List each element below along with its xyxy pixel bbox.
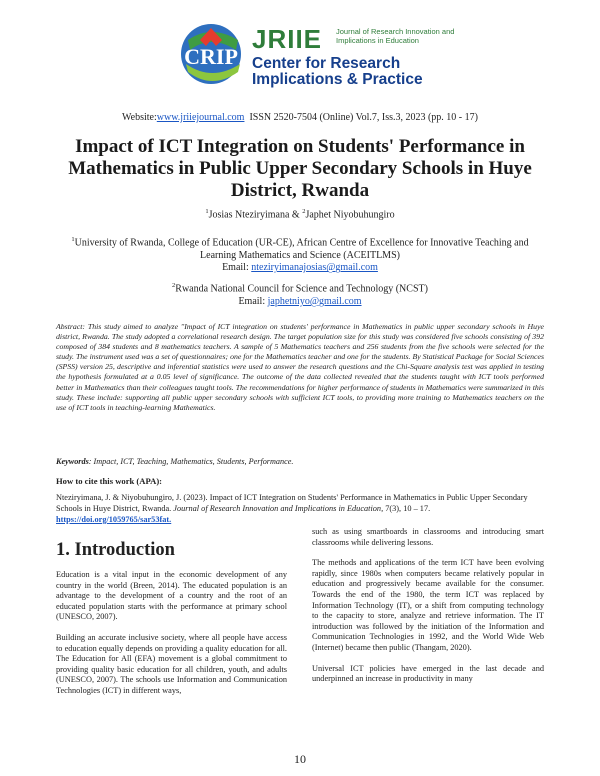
- keywords-text: : Impact, ICT, Teaching, Mathematics, Students, Performance.: [88, 457, 294, 466]
- author-2-number: 2: [302, 208, 306, 215]
- citation: [56, 492, 544, 525]
- affiliation-2-email-label: Email:: [238, 295, 268, 307]
- keywords-label: Keywords: [56, 457, 89, 466]
- paragraph: Building an accurate inclusive society, where all people have access to education equally depends on providing a quality education for all. The Education for All (EFA) movement is a global commitment to providing quality basic education for all children, youth, and adults (UNESCO, 2007). The schools use Information and Communication Technologies (ICT) in different ways,: [56, 632, 287, 695]
- abstract: Abstract: This study aimed to analyze ''Impact of ICT integration on students' performance in Mathematics in public upper secondary schools in Huye district, Rwanda. The study adopted a correlational research design. The target population size for this study was considered five schools consisting of 392 composed of 384 students and 8 mathematics teachers. A sample of 5 Mathematics teachers and 256 students from the five schools were selected for the study. The instrument used was a set of questionnaires; one for the Mathematics teacher and one for the students. By Statistical Package for Social Sciences (SPSS) version 25, descriptive and inferential statistics were used to answer the research questions and the Chi-Square analysis test was applied in testing the hypothesis formulated at a 0.05 level of significance. The outcome of the data collected revealed that the students taught with ICT tools performed better in Mathematics than their colleagues taught tools. The recommendations for higher performance of students in Mathematics were summarized in this study. These include: supporting all public upper secondary schools with sufficient ICT tools, to providing more training to Mathematics teachers on the use of ICT tools in teaching-learning Mathematics.: [56, 322, 544, 412]
- logo-text: CRIP: [184, 44, 238, 69]
- section-heading-introduction: 1. Introduction: [56, 540, 175, 560]
- author-1-name: Josias Nteziryimana &: [208, 209, 303, 221]
- issn-info: ISSN 2520-7504 (Online) Vol.7, Iss.3, 2023 (pp. 10 - 17): [249, 112, 478, 123]
- affiliation-2-number: 2: [172, 282, 176, 289]
- author-2-name: Japhet Niyobuhungiro: [305, 209, 395, 221]
- left-column: [56, 570, 287, 707]
- affiliation-1-email[interactable]: nteziryimanajosias@gmail.com: [251, 262, 378, 274]
- citation-volume: 7(3), 10 – 17.: [383, 504, 431, 513]
- affiliation-1-text: University of Rwanda, College of Education (UR-CE), African Centre of Excellence for Innovative Teaching and Learning Mathematics and Science (ACEITLMS): [74, 237, 529, 261]
- paragraph: Education is a vital input in the economic development of any country in the world (Breen, 2014). The educated population is an advantage to the development of a country and the root of an educated population starts with the performance at primary school (UNESCO, 2007).: [56, 570, 287, 622]
- center-line-2: Implications & Practice: [252, 71, 423, 88]
- journal-full-name: Journal of Research Innovation and Implications in Education: [336, 27, 455, 45]
- center-name: [252, 56, 423, 88]
- cite-heading: How to cite this work (APA):: [56, 476, 163, 486]
- author-1-number: 1: [205, 208, 209, 215]
- paragraph: such as using smartboards in classrooms and introducing smart classrooms while delivering lessons.: [312, 527, 544, 547]
- right-column: [312, 527, 544, 695]
- journal-abbrev: JRIIE: [252, 24, 323, 54]
- affiliation-2: [60, 280, 540, 308]
- affiliation-2-text: Rwanda National Council for Science and Technology (NCST): [175, 283, 428, 295]
- affiliation-1-email-label: Email:: [222, 262, 252, 274]
- affiliation-1: [60, 234, 540, 275]
- affiliation-2-email[interactable]: japhetniyo@gmail.com: [267, 295, 362, 307]
- authors: [0, 208, 600, 220]
- page-number: 10: [294, 752, 306, 766]
- journal-info-line: [0, 112, 600, 123]
- citation-doi-link[interactable]: https://doi.org/1059765/sar53fat.: [56, 515, 172, 524]
- website-link[interactable]: www.jriiejournal.com: [156, 112, 245, 123]
- paragraph: The methods and applications of the term ICT have been evolving rapidly, since 1980s when computers became relatively popular in education and progressively became available for the consumer. Towards the end of the 1980, the term ICT was replaced by Information Technology (IT), or a shift from computing technology to the capacity to store, analyze and retrieve information. The IT introduction was followed by the initiation of the Information and Communication Technologies in 1992, and the World Wide Web (Internet) became then public (Thangam, 2020).: [312, 558, 544, 652]
- citation-text: Nteziryimana, J. & Niyobuhungiro, J. (2023). Impact of ICT Integration on Students' Performance in Mathematics in Public Upper Secondary Schools in Huye District, Rwanda.: [56, 493, 528, 513]
- center-line-1: Center for Research: [252, 55, 401, 72]
- paragraph: Universal ICT policies have emerged in the last decade and underpinned an increase in productivity in many: [312, 663, 544, 684]
- website-label: Website:: [122, 112, 157, 123]
- paper-title: Impact of ICT Integration on Students' Performance in Mathematics in Public Upper Secondary Schools in Huye District, Rwanda: [68, 136, 532, 201]
- keywords: [56, 457, 544, 466]
- citation-journal: Journal of Research Innovation and Implications in Education,: [173, 504, 384, 513]
- affiliation-1-number: 1: [71, 236, 75, 243]
- crip-logo: [178, 20, 248, 88]
